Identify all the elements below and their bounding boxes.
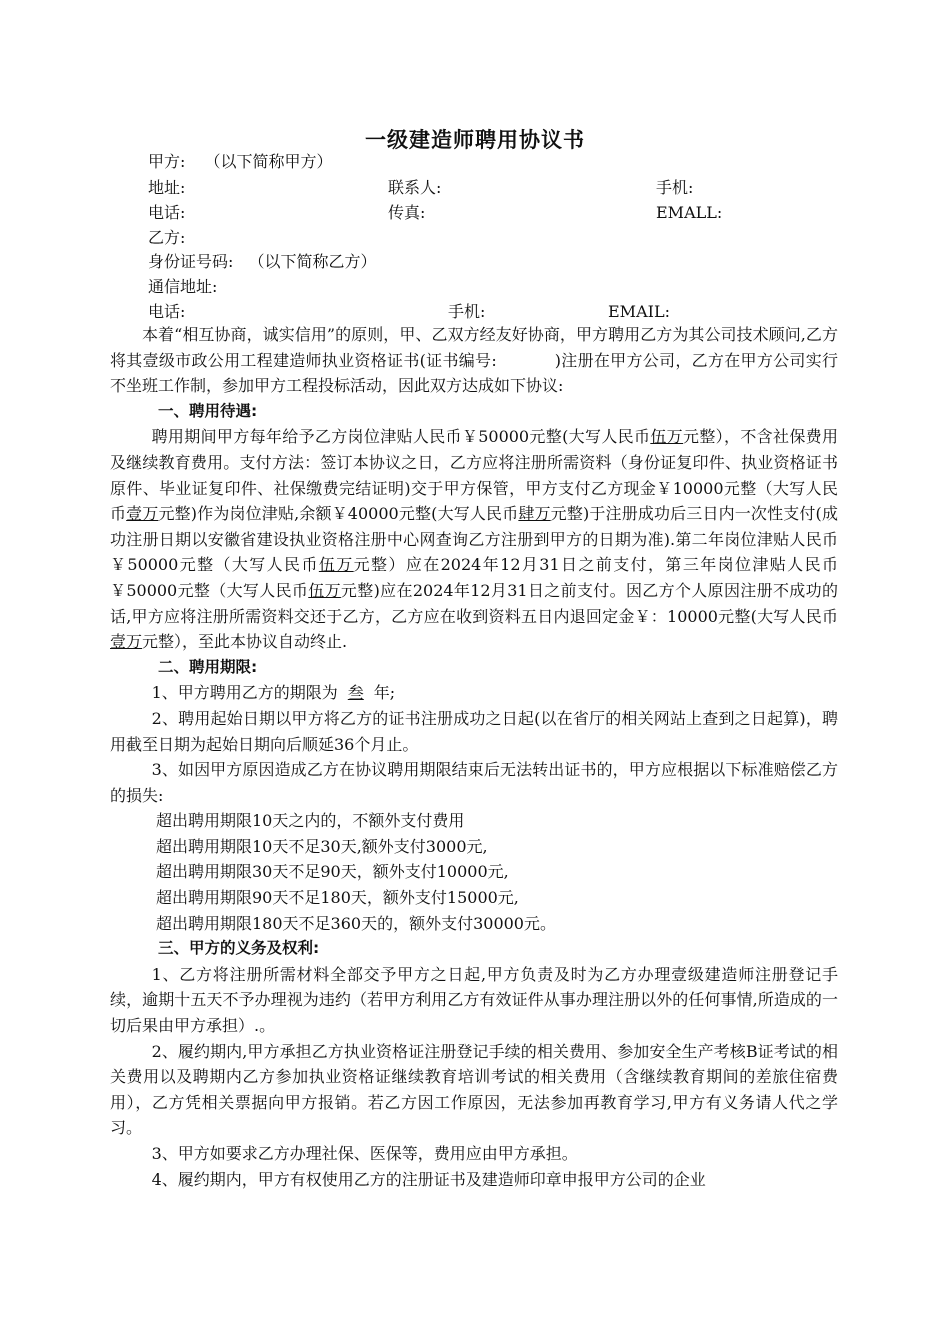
party-b-address-label: 通信地址: [148, 277, 218, 296]
section2-item-3: 3、如因甲方原因造成乙方在协议聘用期限结束后无法转出证书的，甲方应根据以下标准赔偿乙方的损失: [110, 760, 838, 805]
penalty-item: 超出聘用期限10天之内的，不额外支付费用 [156, 811, 465, 831]
party-b-id-line [148, 249, 377, 275]
section-heading-2: 二、聘用期限: [158, 657, 258, 676]
party-b-id-label: 身份证号码: [148, 252, 234, 271]
intro-text-1: 本着“相互协商，诚实信用”的原则，甲、乙双方经友好协商，甲方聘用乙方为其公司技术顾问,乙方将其壹级市政公用工程建造师执业资格证书(证书编号: [110, 325, 838, 370]
party-a-mobile-label: 手机: [656, 178, 694, 197]
section2-item-1: 1、甲方聘用乙方的期限为 叁 年; [151, 683, 396, 703]
section3-item-2: 2、履约期内,甲方承担乙方执业资格证注册登记手续的相关费用、参加安全生产考核B证考试的相关费用以及聘期内乙方参加执业资格证继续教育培训考试的相关费用（含继续教育期间的差旅住宿费用），乙方凭相关票据向甲方报销。若乙方因工作原因，无法参加再教育学习,甲方有义务请人代之学习。 [110, 1041, 838, 1138]
party-a-address-label: 地址: [148, 178, 186, 197]
party-a-contact-label: 联系人: [388, 178, 442, 197]
penalty-item: 超出聘用期限90天不足180天，额外支付15000元, [156, 888, 519, 908]
section3-item-3: 3、甲方如要求乙方办理社保、医保等，费用应由甲方承担。 [151, 1144, 578, 1163]
underlined-amount: 伍万 [318, 555, 354, 575]
section3-item-1: 1、乙方将注册所需材料全部交予甲方之日起,甲方负责及时为乙方办理壹级建造师注册登记手续，逾期十五天不予办理视为违约（若甲方利用乙方有效证件从事办理注册以外的任何事情,所造成的一切后果由甲方承担）.。 [110, 964, 838, 1036]
section-heading-1: 一、聘用待遇: [158, 401, 258, 420]
penalty-item: 超出聘用期限10天不足30天,额外支付3000元, [156, 836, 488, 856]
underlined-amount: 伍万 [650, 427, 683, 447]
section-heading-3: 三、甲方的义务及权利: [158, 939, 320, 958]
penalty-item: 超出聘用期限180天不足360天的，额外支付30000元。 [156, 913, 556, 933]
section2-item-2: 2、聘用起始日期以甲方将乙方的证书注册成功之日起(以在省厅的相关网站上查到之日起算)，聘用截至日期为起始日期向后顺延36个月止。 [110, 708, 838, 754]
underlined-amount: 伍万 [308, 580, 341, 600]
party-a-note: （以下简称甲方） [204, 152, 333, 171]
agreement-body [110, 322, 838, 1192]
underlined-amount: 壹万 [110, 632, 143, 652]
party-b-mobile-label: 手机: [448, 302, 486, 321]
section3-item-4: 4、履约期内，甲方有权使用乙方的注册证书及建造师印章申报甲方公司的企业 [151, 1169, 706, 1189]
intro-paragraph [110, 322, 838, 399]
party-a-email-label: EMALL: [656, 203, 723, 222]
party-a-label: 甲方: [148, 152, 186, 171]
party-b-label: 乙方: [148, 228, 186, 247]
party-a-phone-label: 电话: [148, 203, 186, 222]
party-a-line [148, 149, 333, 175]
intro-text-2: )注册在甲方公司，乙方在甲方公司实行不坐班工作制，参加甲方工程投标活动，因此双方达成如下协议: [110, 350, 838, 396]
penalty-item: 超出聘用期限30天不足90天，额外支付10000元, [156, 862, 509, 882]
underlined-amount: 壹万 [126, 504, 159, 524]
party-a-fax-label: 传真: [388, 203, 426, 222]
party-b-phone-label: 电话: [148, 302, 186, 321]
document-title: 一级建造师聘用协议书 [365, 128, 585, 152]
section1-paragraph: 聘用期间甲方每年给予乙方岗位津贴人民币￥50000元整(大写人民币伍万元整），不含社保费用及继续教育费用。支付方法：签订本协议之日，乙方应将注册所需资料（身份证复印件、执业资格证书原件、毕业证复印件、社保缴费完结证明)交于甲方保管，甲方支付乙方现金￥10000元整（大写人民币壹万元整)作为岗位津贴,余额￥40000元整(大写人民币肆万元整)于注册成功后三日内一次性支付(成功注册日期以安徽省建设执业资格注册中心网查询乙方注册到甲方的日期为准).第二年岗位津贴人民币￥50000元整（大写人民币伍万元整）应在2024年12月31日之前支付，第三年岗位津贴人民币￥50000元整（大写人民币伍万元整)应在2024年12月31日之前支付。因乙方个人原因注册不成功的话,甲方应将注册所需资料交还于乙方，乙方应在收到资料五日内退回定金￥：10000元整(大写人民币壹万元整），至此本协议自动终止. [110, 427, 838, 652]
term-years-value: 叁 [347, 683, 364, 703]
underlined-amount: 肆万 [518, 504, 551, 524]
party-b-id-note: （以下简称乙方） [248, 252, 377, 271]
party-b-email-label: EMAIL: [608, 302, 670, 321]
